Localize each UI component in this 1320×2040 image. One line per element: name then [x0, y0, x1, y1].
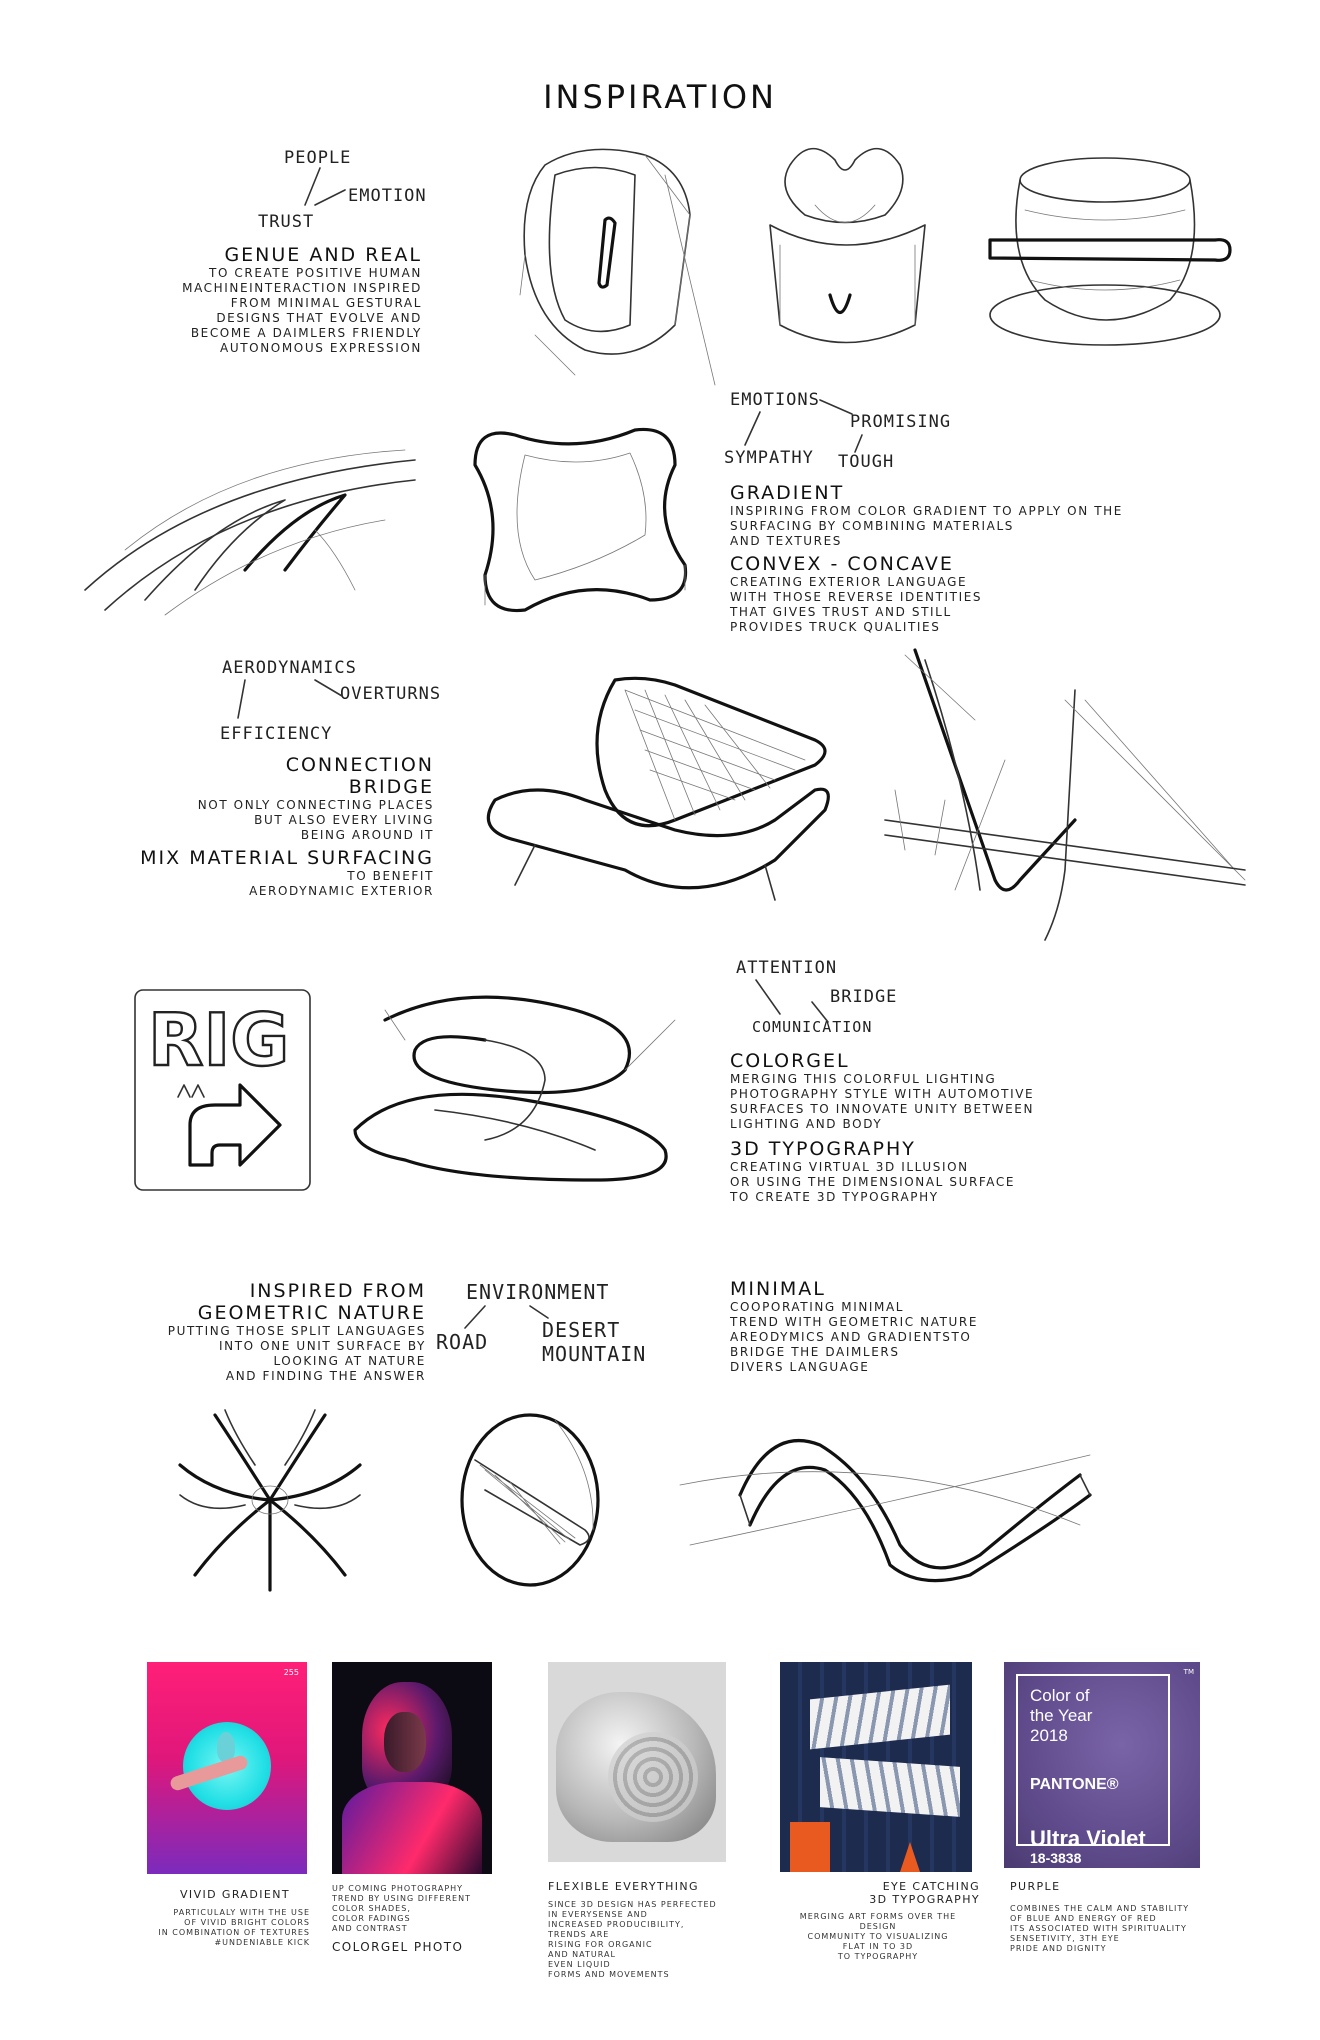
- caption-line: COLOR SHADES,: [332, 1904, 411, 1913]
- caption-line: #UNDENIABLE KICK: [214, 1938, 310, 1947]
- mix-material-line: TO BENEFIT: [347, 869, 434, 883]
- sketch-organic-cup: [750, 135, 940, 365]
- gradient-heading: GRADIENT: [730, 482, 845, 504]
- caption-line: AND CONTRAST: [332, 1924, 408, 1933]
- gradient-block: [730, 482, 1250, 635]
- convex-line: CREATING EXTERIOR LANGUAGE: [730, 575, 968, 589]
- caption-purple-body: [1010, 1904, 1210, 1954]
- geometric-line: LOOKING AT NATURE: [273, 1354, 426, 1368]
- word-environment: ENVIRONMENT: [466, 1280, 610, 1304]
- caption-line: EVEN LIQUID: [548, 1960, 611, 1969]
- minimal-line: COOPORATING MINIMAL: [730, 1300, 905, 1314]
- genue-line: DESIGNS THAT EVOLVE AND: [216, 311, 422, 325]
- caption-line: TREND BY USING DIFFERENT: [332, 1894, 471, 1903]
- mix-material-heading: MIX MATERIAL SURFACING: [140, 847, 434, 869]
- minimal-line: DIVERS LANGUAGE: [730, 1360, 870, 1374]
- colorgel-heading: COLORGEL: [730, 1050, 850, 1072]
- barrier-orange: [790, 1822, 830, 1872]
- word-mountain: MOUNTAIN: [542, 1342, 647, 1366]
- colorgel-block: [730, 1050, 1250, 1205]
- typography-line: OR USING THE DIMENSIONAL SURFACE: [730, 1175, 1016, 1189]
- caption-vivid-gradient: VIVID GRADIENT: [180, 1888, 290, 1901]
- word-comunication: COMUNICATION: [752, 1018, 873, 1036]
- caption-colorgel-body: [332, 1884, 502, 1934]
- caption-line: INCREASED PRODUCIBILITY,: [548, 1920, 685, 1929]
- typography-line: TO CREATE 3D TYPOGRAPHY: [730, 1190, 939, 1204]
- caption-line: PRIDE AND DIGNITY: [1010, 1944, 1107, 1953]
- sketch-faceted-head: [515, 135, 715, 385]
- minimal-line: AREODYMICS AND GRADIENTSTO: [730, 1330, 972, 1344]
- sketch-bridge-lines: [885, 640, 1255, 960]
- caption-line: OF VIVID BRIGHT COLORS: [184, 1918, 310, 1927]
- caption-line: RISING FOR ORGANIC: [548, 1940, 653, 1949]
- shoulders-shape: [342, 1782, 482, 1874]
- genue-heading: GENUE AND REAL: [224, 244, 422, 266]
- colorgel-line: LIGHTING AND BODY: [730, 1117, 883, 1131]
- geometric-line: PUTTING THOSE SPLIT LANGUAGES: [167, 1324, 426, 1338]
- rig-sketch-text: RIG: [148, 998, 290, 1082]
- bridge-heading: BRIDGE: [348, 776, 434, 798]
- minimal-block: [730, 1278, 1210, 1375]
- pantone-card: [1004, 1662, 1200, 1868]
- word-efficiency: EFFICIENCY: [220, 724, 333, 744]
- colorgel-line: PHOTOGRAPHY STYLE WITH AUTOMOTIVE: [730, 1087, 1035, 1101]
- word-tough: TOUGH: [838, 452, 895, 472]
- connection-block: [40, 754, 434, 899]
- caption-line: TRENDS ARE: [548, 1930, 610, 1939]
- geometric-line: INTO ONE UNIT SURFACE BY: [219, 1339, 426, 1353]
- word-promising: PROMISING: [850, 412, 952, 432]
- caption-line: MERGING ART FORMS OVER THE DESIGN: [799, 1912, 957, 1931]
- typography-line: CREATING VIRTUAL 3D ILLUSION: [730, 1160, 969, 1174]
- 3d-letters-bottom: [820, 1757, 960, 1817]
- genue-line: AUTONOMOUS EXPRESSION: [220, 341, 422, 355]
- colorgel-line: MERGING THIS COLORFUL LIGHTING: [730, 1072, 997, 1086]
- genue-block: [100, 244, 422, 356]
- caption-heading-line: 3D TYPOGRAPHY: [869, 1893, 980, 1906]
- word-attention: ATTENTION: [736, 958, 838, 978]
- geometric-heading-b: GEOMETRIC NATURE: [197, 1302, 426, 1324]
- pantone-line1: Color of: [1030, 1686, 1090, 1705]
- face-shape: [384, 1712, 426, 1772]
- caption-line: AND NATURAL: [548, 1950, 616, 1959]
- caption-line: ITS ASSOCIATED WITH SPIRITUALITY: [1010, 1924, 1187, 1933]
- convex-heading: CONVEX - CONCAVE: [730, 553, 954, 575]
- word-sympathy: SYMPATHY: [724, 448, 814, 468]
- sketch-rig-sign: [130, 985, 320, 1200]
- caption-line: COLOR FADINGS: [332, 1914, 411, 1923]
- pantone-line2: the Year: [1030, 1706, 1093, 1725]
- minimal-heading: MINIMAL: [730, 1278, 826, 1300]
- pantone-color-name: Ultra Violet: [1030, 1826, 1146, 1851]
- caption-heading-line: EYE CATCHING: [882, 1880, 980, 1893]
- word-bridge: BRIDGE: [830, 987, 898, 1007]
- convex-line: THAT GIVES TRUST AND STILL: [730, 605, 952, 619]
- pantone-tm: TM: [1183, 1668, 1194, 1676]
- word-emotion: EMOTION: [348, 186, 427, 206]
- caption-line: IN COMBINATION OF TEXTURES: [158, 1928, 310, 1937]
- geometric-heading-a: INSPIRED FROM: [249, 1280, 426, 1302]
- caption-vivid-body: [100, 1908, 310, 1948]
- connection-line: BUT ALSO EVERY LIVING: [254, 813, 434, 827]
- poster-number: 255: [283, 1668, 299, 1677]
- caption-line: COMMUNITY TO VISUALIZING: [807, 1932, 949, 1941]
- sketch-starfish: [175, 1405, 365, 1595]
- mix-material-line: AERODYNAMIC EXTERIOR: [249, 884, 434, 898]
- sketch-loop-ribbon: [345, 980, 695, 1200]
- caption-colorgel-photo: COLORGEL PHOTO: [332, 1940, 464, 1954]
- connection-line: BEING AROUND IT: [300, 828, 434, 842]
- flexible-render: [548, 1662, 726, 1862]
- genue-line: BECOME A DAIMLERS FRIENDLY: [190, 326, 422, 340]
- caption-typography-body: [780, 1912, 976, 1962]
- word-desert: DESERT: [542, 1318, 621, 1342]
- word-trust: TRUST: [258, 212, 315, 232]
- caption-line: SENSETIVITY, 3TH EYE: [1010, 1934, 1120, 1943]
- minimal-line: TREND WITH GEOMETRIC NATURE: [730, 1315, 979, 1329]
- sketch-cushion: [465, 415, 695, 625]
- caption-line: OF BLUE AND ENERGY OF RED: [1010, 1914, 1157, 1923]
- gradient-line: AND TEXTURES: [730, 534, 843, 548]
- gradient-line: SURFACING BY COMBINING MATERIALS: [730, 519, 1014, 533]
- caption-flexible-body: [548, 1900, 728, 1980]
- sketch-bowl: [985, 150, 1240, 350]
- caption-flexible: FLEXIBLE EVERYTHING: [548, 1880, 699, 1893]
- colorgel-photo: [332, 1662, 492, 1874]
- word-overturns: OVERTURNS: [340, 684, 442, 704]
- caption-line: SINCE 3D DESIGN HAS PERFECTED: [548, 1900, 717, 1909]
- gradient-line: INSPIRING FROM COLOR GRADIENT TO APPLY ON THE: [730, 504, 1123, 518]
- word-road: ROAD: [436, 1330, 489, 1354]
- minimal-line: BRIDGE THE DAIMLERS: [730, 1345, 900, 1359]
- connection-heading: CONNECTION: [285, 754, 434, 776]
- caption-line: FORMS AND MOVEMENTS: [548, 1970, 670, 1979]
- caption-line: TO TYPOGRAPHY: [837, 1952, 919, 1961]
- traffic-cone: [900, 1842, 920, 1872]
- geometric-line: AND FINDING THE ANSWER: [225, 1369, 426, 1383]
- convex-line: WITH THOSE REVERSE IDENTITIES: [730, 590, 983, 604]
- caption-line: PARTICULALY WITH THE USE: [173, 1908, 310, 1917]
- word-people: PEOPLE: [284, 148, 352, 168]
- pantone-line3: 2018: [1030, 1726, 1068, 1745]
- caption-line: COMBINES THE CALM AND STABILITY: [1010, 1904, 1190, 1913]
- convex-line: PROVIDES TRUCK QUALITIES: [730, 620, 941, 634]
- vivid-gradient-poster: [147, 1662, 307, 1874]
- genue-line: MACHINEINTERACTION INSPIRED: [182, 281, 422, 295]
- connection-line: NOT ONLY CONNECTING PLACES: [197, 798, 434, 812]
- pantone-brand: PANTONE®: [1030, 1776, 1119, 1793]
- blob-texture: [608, 1732, 698, 1822]
- genue-line: FROM MINIMAL GESTURAL: [230, 296, 422, 310]
- caption-eye-catching: [780, 1880, 980, 1906]
- sketch-swoosh: [85, 440, 425, 620]
- sketch-sphere-cut: [455, 1410, 605, 1590]
- word-aerodynamics: AERODYNAMICS: [222, 658, 357, 678]
- caption-line: IN EVERYSENSE AND: [548, 1910, 648, 1919]
- pantone-code: 18-3838: [1030, 1850, 1082, 1866]
- caption-purple: PURPLE: [1010, 1880, 1061, 1893]
- typography-heading: 3D TYPOGRAPHY: [730, 1138, 916, 1160]
- mindmap-lines-5: [0, 0, 10, 10]
- genue-line: TO CREATE POSITIVE HUMAN: [209, 266, 422, 280]
- caption-line: FLAT IN TO 3D: [842, 1942, 914, 1951]
- caption-line: UP COMING PHOTOGRAPHY: [332, 1884, 464, 1893]
- sketch-mobius: [680, 1415, 1100, 1585]
- colorgel-line: SURFACES TO INNOVATE UNITY BETWEEN: [730, 1102, 1035, 1116]
- typography-photo: [780, 1662, 972, 1872]
- geometric-block: [60, 1280, 426, 1384]
- page-title: INSPIRATION: [543, 78, 777, 116]
- sketch-string-chair: [475, 670, 850, 910]
- word-emotions: EMOTIONS: [730, 390, 820, 410]
